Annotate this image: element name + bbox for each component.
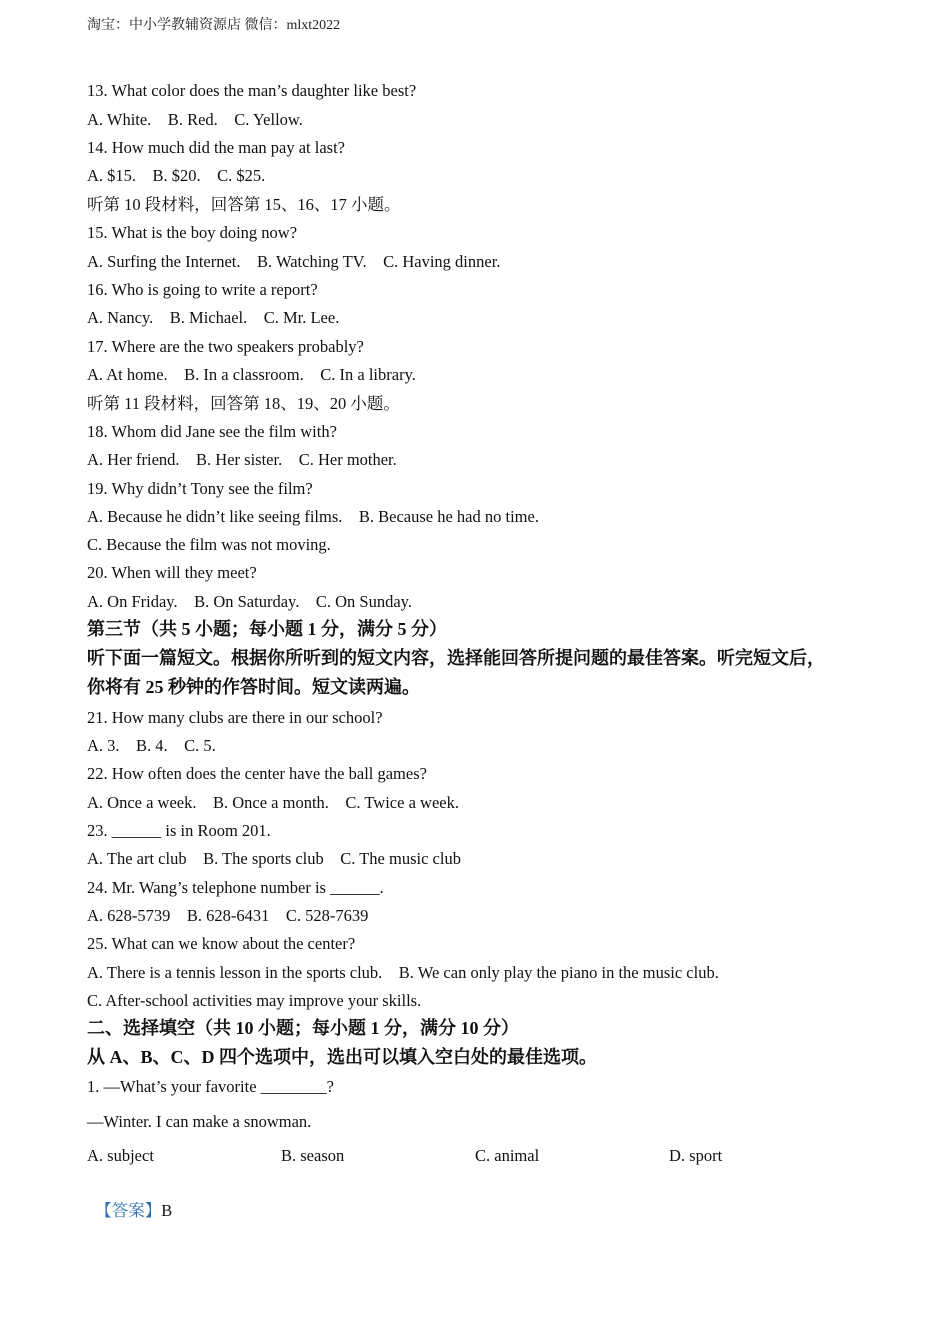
option-d: D. sport [669, 1146, 723, 1165]
question-21: 21. How many clubs are there in our school? [87, 708, 383, 727]
question-19: 19. Why didn’t Tony see the film? [87, 479, 313, 498]
question-16: 16. Who is going to write a report? [87, 280, 318, 299]
question-22: 22. How often does the center have the ball games? [87, 764, 427, 783]
question-14: 14. How much did the man pay at last? [87, 138, 345, 157]
part-2-heading: 二、选择填空（共 10 小题；每小题 1 分，满分 10 分） [87, 1018, 519, 1038]
answer-value: B [161, 1200, 173, 1220]
options-13: A. White. B. Red. C. Yellow. [87, 110, 303, 129]
question-24: 24. Mr. Wang’s telephone number is ______. [87, 878, 384, 897]
options-20: A. On Friday. B. On Saturday. C. On Sunday. [87, 592, 412, 611]
mc-question-1-reply: —Winter. I can make a snowman. [87, 1112, 312, 1131]
option-b: B. season [281, 1146, 345, 1165]
options-25-ab: A. There is a tennis lesson in the sports club. B. We can only play the piano in the music club. [87, 963, 719, 982]
answer-label: 【答案】 [95, 1200, 162, 1220]
page-header: 淘宝：中小学教辅资源店 微信：mlxt2022 [87, 18, 341, 33]
options-15: A. Surfing the Internet. B. Watching TV. C. Having dinner. [87, 252, 501, 271]
question-18: 18. Whom did Jane see the film with? [87, 422, 337, 441]
question-20: 20. When will they meet? [87, 563, 257, 582]
mc-question-1-options [87, 1146, 867, 1168]
options-25-c: C. After-school activities may improve your skills. [87, 991, 422, 1010]
mc-question-1: 1. —What’s your favorite ________? [87, 1077, 334, 1096]
section-3-instruction-line2: 你将有 25 秒钟的作答时间。短文读两遍。 [87, 677, 420, 697]
part-2-instruction: 从 A、B、C、D 四个选项中，选出可以填入空白处的最佳选项。 [87, 1047, 598, 1067]
options-23: A. The art club B. The sports club C. The music club [87, 849, 461, 868]
options-14: A. $15. B. $20. C. $25. [87, 166, 266, 185]
options-22: A. Once a week. B. Once a month. C. Twice a week. [87, 793, 459, 812]
instruction-passage-11: 听第 11 段材料，回答第 18、19、20 小题。 [87, 394, 400, 413]
option-a: A. subject [87, 1146, 154, 1165]
options-19-c: C. Because the film was not moving. [87, 535, 331, 554]
section-3-instruction-line1: 听下面一篇短文。根据你所听到的短文内容，选择能回答所提问题的最佳答案。听完短文后， [87, 648, 825, 668]
question-13: 13. What color does the man’s daughter like best? [87, 81, 417, 100]
options-17: A. At home. B. In a classroom. C. In a library. [87, 365, 416, 384]
options-21: A. 3. B. 4. C. 5. [87, 736, 216, 755]
question-17: 17. Where are the two speakers probably? [87, 337, 364, 356]
options-24: A. 628-5739 B. 628-6431 C. 528-7639 [87, 906, 369, 925]
answer-line [87, 1181, 172, 1221]
section-3-heading: 第三节（共 5 小题；每小题 1 分，满分 5 分） [87, 619, 447, 639]
option-c: C. animal [475, 1146, 540, 1165]
question-15: 15. What is the boy doing now? [87, 223, 298, 242]
instruction-passage-10: 听第 10 段材料，回答第 15、16、17 小题。 [87, 195, 401, 214]
question-23: 23. ______ is in Room 201. [87, 821, 271, 840]
question-25: 25. What can we know about the center? [87, 934, 356, 953]
options-16: A. Nancy. B. Michael. C. Mr. Lee. [87, 308, 340, 327]
options-18: A. Her friend. B. Her sister. C. Her mother. [87, 450, 397, 469]
options-19-ab: A. Because he didn’t like seeing films. B. Because he had no time. [87, 507, 539, 526]
